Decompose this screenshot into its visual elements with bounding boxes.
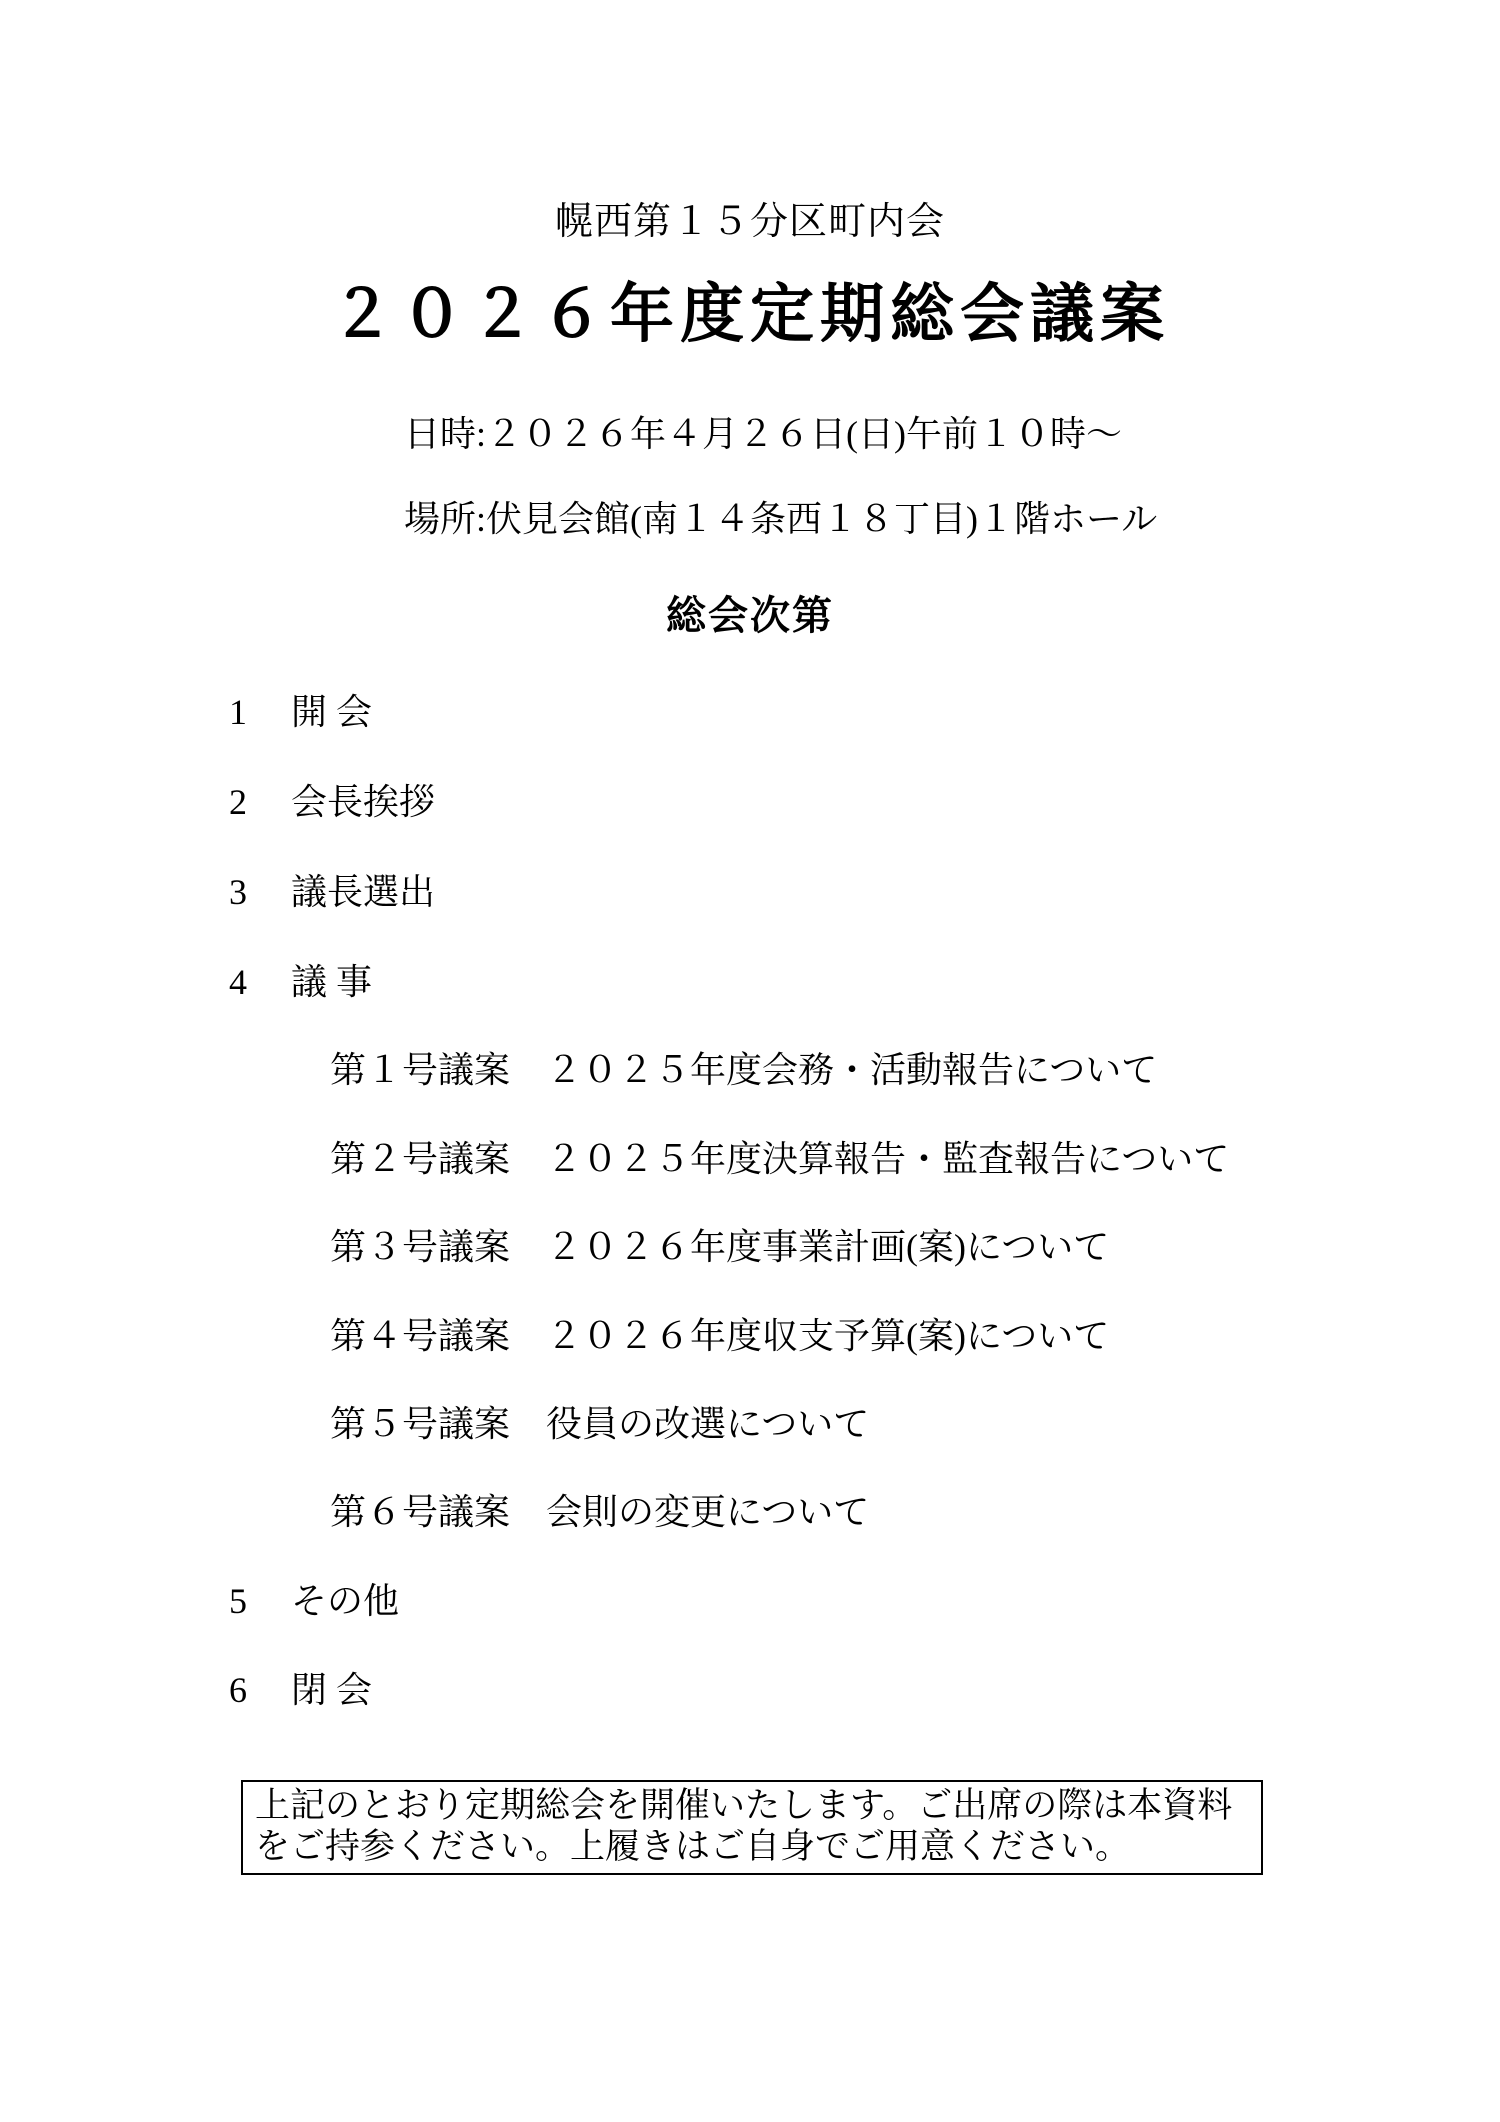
proposal-item bbox=[330, 1049, 1157, 1092]
agenda-item-number: 4 bbox=[229, 962, 247, 1002]
notice-line: 上記のとおり定期総会を開催いたします。ご出席の際は本資料 bbox=[255, 1786, 1233, 1825]
proposal-label: 第２号議案 bbox=[330, 1139, 511, 1179]
agenda-item bbox=[229, 781, 435, 824]
agenda-item-label: その他 bbox=[291, 1581, 400, 1621]
proposal-label: 第４号議案 bbox=[330, 1316, 511, 1356]
meeting-location: 場所:伏見会館(南１４条西１８丁目)１階ホール bbox=[404, 499, 1158, 539]
proposal-label: 第３号議案 bbox=[330, 1227, 511, 1267]
notice-box bbox=[241, 1780, 1263, 1875]
agenda-item-number: 2 bbox=[229, 782, 247, 822]
proposal-text: 役員の改選について bbox=[546, 1404, 870, 1444]
agenda-item-number: 1 bbox=[229, 692, 247, 732]
proposal-text: ２０２５年度会務・活動報告について bbox=[546, 1050, 1158, 1090]
agenda-item bbox=[229, 1669, 372, 1712]
proposal-item bbox=[330, 1491, 869, 1534]
agenda-item bbox=[229, 961, 372, 1004]
proposal-text: 会則の変更について bbox=[546, 1492, 870, 1532]
proposal-item bbox=[330, 1226, 1109, 1269]
agenda-item-label: 議 事 bbox=[291, 962, 373, 1002]
agenda-item bbox=[229, 871, 435, 914]
proposal-text: ２０２５年度決算報告・監査報告について bbox=[546, 1139, 1230, 1179]
proposal-text: ２０２６年度事業計画(案)について bbox=[546, 1227, 1110, 1267]
agenda-item-number: 6 bbox=[229, 1670, 247, 1710]
agenda-item-number: 3 bbox=[229, 872, 247, 912]
proposal-label: 第１号議案 bbox=[330, 1050, 511, 1090]
agenda-item-label: 会長挨拶 bbox=[291, 782, 436, 822]
notice-line: をご持参ください。上履きはご自身でご用意ください。 bbox=[255, 1827, 1131, 1866]
agenda-heading: 総会次第 bbox=[666, 593, 834, 638]
proposal-text: ２０２６年度収支予算(案)について bbox=[546, 1316, 1110, 1356]
meeting-datetime: 日時:２０２６年４月２６日(日)午前１０時〜 bbox=[404, 414, 1122, 454]
agenda-item-label: 開 会 bbox=[291, 692, 373, 732]
agenda-item bbox=[229, 691, 372, 734]
agenda-item-label: 議長選出 bbox=[291, 872, 436, 912]
agenda-item-label: 閉 会 bbox=[291, 1670, 373, 1710]
agenda-item bbox=[229, 1580, 399, 1623]
organization-name: 幌西第１５分区町内会 bbox=[554, 201, 945, 243]
proposal-label: 第５号議案 bbox=[330, 1404, 511, 1444]
proposal-item bbox=[330, 1403, 869, 1446]
proposal-label: 第６号議案 bbox=[330, 1492, 511, 1532]
proposal-item bbox=[330, 1315, 1109, 1358]
agenda-item-number: 5 bbox=[229, 1581, 247, 1621]
proposal-item bbox=[330, 1138, 1229, 1181]
document-title: ２０２６年度定期総会議案 bbox=[330, 279, 1170, 350]
